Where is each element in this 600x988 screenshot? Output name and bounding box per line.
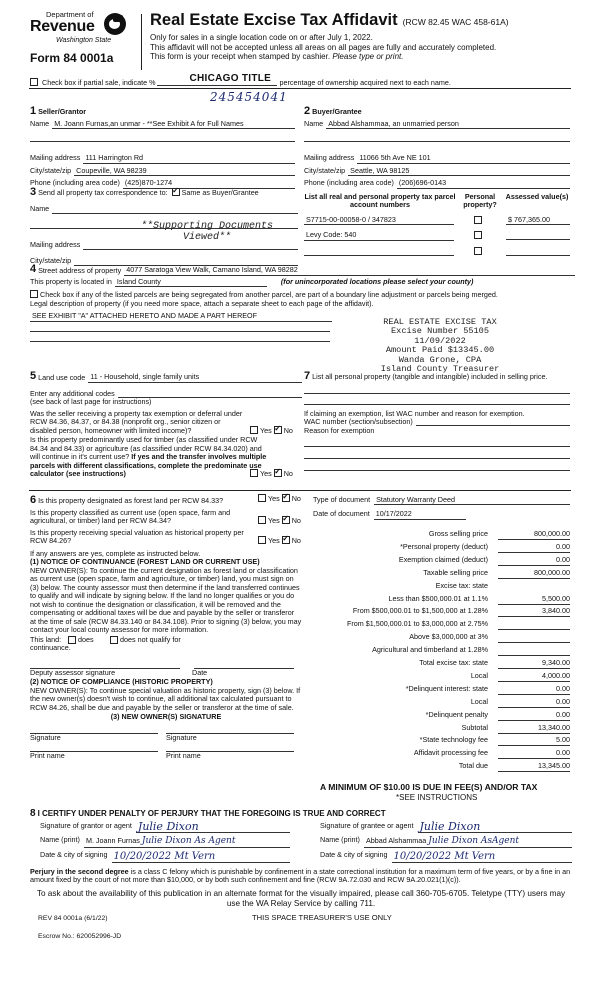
- dor-logo-icon: [104, 13, 126, 35]
- buyer-name-line-2[interactable]: [304, 131, 570, 142]
- grantor-sig-label: Signature of grantor or agent: [40, 821, 132, 830]
- segregated-label: Check box if any of the listed parcels are being segregated from another parcel, are part of a boundary line adjustment or parcels being merged.: [40, 290, 498, 300]
- see-instructions: *SEE INSTRUCTIONS: [396, 793, 478, 802]
- continuance-title: (1) NOTICE OF CONTINUANCE (FOREST LAND OR CURRENT USE): [30, 557, 260, 567]
- reason-label: Reason for exemption: [304, 425, 375, 435]
- tax-row-label: Excise tax: state: [435, 580, 488, 590]
- buyer-city-label: City/state/zip: [304, 165, 346, 175]
- rule-header: [29, 88, 571, 89]
- continuance-body: NEW OWNER(S): To continue the current designation as forest land or classification as current use (open space, farm and agriculture, or timber) land, you must sign on (3) below. The county assessor must then determine if the land transferred continues to qualify and will indicate by signing below. If the land no longer qualifies or you do not wish to continue the designation or classification, it will be removed and the compensating or additional taxes will be due and payable by the seller or transferor at the time of sale (RCW 84.33.140 or 84.34.108). Prior to signing (3) below, you may contact your local county assessor for more information.: [30, 565, 302, 635]
- owner-signature-label-1: Signature: [30, 732, 61, 742]
- tax-row-label: Total due: [458, 761, 488, 771]
- q2-yes-checkbox[interactable]: [250, 469, 258, 477]
- section-1-number: 1: [30, 105, 37, 117]
- revision-number: REV 84 0001a (6/1/22): [38, 915, 108, 922]
- tax-row-label: Agricultural and timberland at 1.28%: [372, 645, 488, 655]
- rcw-reference: (RCW 82.45 WAC 458-61A): [402, 17, 509, 27]
- section-6-number: 6: [30, 494, 37, 506]
- section-3-number: 3: [30, 186, 37, 198]
- tax-row-value[interactable]: 800,000.00: [498, 530, 570, 540]
- tax-row-value[interactable]: 0.00: [498, 685, 570, 695]
- deputy-date-label: Date: [192, 667, 208, 677]
- current-use-yes-label: Yes: [268, 516, 280, 526]
- personal-property-checkbox-1[interactable]: [474, 216, 482, 224]
- section-2-number: 2: [304, 105, 311, 117]
- legal-description-label: Legal description of property (if you need more space, attach a separate sheet to each page of the affidavit).: [30, 298, 374, 308]
- does-checkbox[interactable]: [68, 636, 76, 644]
- seller-city-field[interactable]: Coupeville, WA 98239: [74, 167, 295, 176]
- note-3: This form is your receipt when stamped by cashier. Please type or print.: [150, 52, 404, 62]
- form-title: [150, 11, 580, 30]
- tax-row-value[interactable]: 5,500.00: [498, 595, 570, 605]
- section-3-left: [30, 186, 298, 266]
- tax-row-value[interactable]: [498, 633, 570, 643]
- current-use-yes-checkbox[interactable]: [258, 516, 266, 524]
- doc-type-field[interactable]: Statutory Warranty Deed: [374, 496, 570, 505]
- grantor-date-label: Date & city of signing: [40, 849, 108, 859]
- land-use-label: Land use code: [38, 373, 86, 383]
- header-notes: [150, 33, 590, 62]
- recording-stamp: [360, 318, 520, 375]
- chicago-title-stamp: CHICAGO TITLE: [189, 73, 272, 84]
- tax-row-label: Subtotal: [461, 722, 488, 732]
- grantor-signature-field[interactable]: Julie Dixon: [136, 822, 290, 833]
- supporting-docs-stamp: **Supporting Documents Viewed**: [140, 221, 274, 243]
- parcel-table: [304, 193, 570, 256]
- tax-row-label: *Delinquent interest: state: [405, 683, 488, 693]
- seller-city-label: City/state/zip: [30, 165, 72, 175]
- grantor-signature-block: [40, 822, 290, 863]
- parcel-number-3[interactable]: [304, 247, 454, 256]
- stamp-line-1: REAL ESTATE EXCISE TAX: [383, 317, 497, 327]
- tax-row-value[interactable]: 4,000.00: [498, 672, 570, 682]
- seller-heading: Seller/Grantor: [38, 107, 87, 116]
- q1-yes-checkbox[interactable]: [250, 426, 258, 434]
- parcel-number-1[interactable]: S7715-00-00058-0 / 347823: [304, 216, 454, 225]
- rule-section-6: [29, 490, 571, 491]
- assessed-value-3[interactable]: [506, 247, 570, 256]
- tax-row-label: Total excise tax: state: [419, 658, 488, 667]
- section-8-number: 8: [30, 808, 36, 819]
- tax-row-value[interactable]: 0.00: [498, 749, 570, 759]
- legal-line-2[interactable]: [30, 322, 330, 332]
- buyer-name-label: Name: [304, 118, 324, 128]
- historic-no-checkbox[interactable]: [282, 536, 290, 544]
- note-2: This affidavit will not be accepted unless all areas on all pages are fully and accurately completed.: [150, 42, 497, 52]
- corr-name-label: Name: [30, 203, 50, 213]
- assessed-value-header: Assessed value(s): [505, 192, 569, 201]
- tax-row-value[interactable]: 9,340.00: [498, 659, 570, 669]
- doc-type-label: Type of document: [313, 495, 371, 504]
- seller-mail-field[interactable]: 111 Harrington Rd: [83, 154, 295, 163]
- doc-date-label: Date of document: [313, 509, 370, 519]
- section-7-number: 7: [304, 370, 311, 382]
- personal-property-line-1[interactable]: [304, 383, 570, 394]
- dor-logo-block: [30, 11, 142, 69]
- current-use-no-label: No: [291, 516, 301, 526]
- partial-sale-row: [30, 73, 580, 87]
- tax-row-value[interactable]: 0.00: [498, 698, 570, 708]
- reason-line-1[interactable]: [304, 435, 570, 447]
- historic-yes-label: Yes: [268, 536, 280, 546]
- q2-no-label: No: [283, 469, 293, 479]
- tax-row-label: Exemption claimed (deduct): [398, 554, 488, 564]
- does-not-checkbox[interactable]: [110, 636, 118, 644]
- header-divider: [141, 14, 142, 70]
- note-1: Only for sales in a single location code on or after July 1, 2022.: [150, 33, 373, 42]
- stamp-line-2: Excise Number 55105: [391, 326, 489, 337]
- see-back-label: (see back of last page for instructions): [30, 397, 152, 407]
- tax-row-label: Local: [470, 696, 488, 706]
- stamp-line-6: Island County Treasurer: [380, 364, 500, 375]
- tax-row-value[interactable]: 3,840.00: [498, 607, 570, 617]
- buyer-block: [304, 105, 570, 189]
- historic-no-label: No: [291, 536, 301, 546]
- street-address-label: Street address of property: [38, 266, 122, 276]
- tax-row-value[interactable]: 0.00: [498, 543, 570, 553]
- forest-no-checkbox[interactable]: [282, 494, 290, 502]
- tax-row-value[interactable]: 0.00: [498, 711, 570, 721]
- partial-sale-checkbox[interactable]: [30, 78, 38, 86]
- same-as-buyer-label: Same as Buyer/Grantee: [181, 188, 259, 197]
- grantor-print-label: Name (print): [40, 834, 80, 844]
- this-land-label: This land:: [30, 634, 62, 644]
- personal-property-label: List all personal property (tangible and intangible) included in selling price.: [312, 372, 548, 381]
- section-7: [304, 370, 570, 471]
- wac-label: WAC number (section/subsection): [304, 417, 413, 427]
- corr-city-label: City/state/zip: [30, 255, 72, 265]
- tax-row-label: Taxable selling price: [423, 567, 488, 577]
- tax-row-label: Gross selling price: [428, 529, 488, 538]
- section-5: [30, 370, 302, 479]
- assessed-value-1[interactable]: $ 767,365.00: [506, 216, 570, 225]
- grantor-print-field[interactable]: M. Joann Furnas Julie Dixon As Agent: [84, 836, 290, 848]
- owner-signature-label-2: Signature: [166, 732, 197, 742]
- forest-no-label: No: [291, 494, 301, 503]
- current-use-question: Is this property classified as current use (open space, farm and agricultural, or timber) land per RCW 84.34?: [30, 507, 231, 526]
- treasurer-use-label: THIS SPACE TREASURER'S USE ONLY: [252, 913, 392, 922]
- stamp-line-5: Wanda Grone, CPA: [398, 354, 482, 365]
- wac-field[interactable]: [416, 418, 570, 426]
- certify-statement: 8 I CERTIFY UNDER PENALTY OF PERJURY THAT THE FOREGOING IS TRUE AND CORRECT: [30, 808, 386, 819]
- tax-row-label: From $1,500,000.01 to $3,000,000 at 2.75%: [346, 619, 488, 629]
- dept-state: Washington State: [56, 37, 112, 44]
- corr-mail-label: Mailing address: [30, 239, 81, 249]
- partial-sale-label-2: percentage of ownership acquired next to each name.: [279, 78, 451, 87]
- q1-no-label: No: [283, 425, 293, 435]
- exemption-label: If claiming an exemption, list WAC number and reason for exemption.: [304, 408, 525, 418]
- grantor-date-field[interactable]: 10/20/2022 Mt Vern: [112, 851, 290, 864]
- personal-property-checkbox-2[interactable]: [474, 231, 482, 239]
- tax-row-value[interactable]: 13,345.00: [498, 762, 570, 772]
- historic-yes-checkbox[interactable]: [258, 536, 266, 544]
- tax-row-value[interactable]: 0.00: [498, 556, 570, 566]
- tax-row-label: From $500,000.01 to $1,500,000 at 1.28%: [352, 606, 488, 616]
- partial-sale-field[interactable]: [157, 73, 277, 86]
- tax-row-label: Less than $500,000.01 at 1.1%: [388, 593, 488, 603]
- tax-row-value[interactable]: [498, 620, 570, 630]
- stamp-line-3: 11/09/2022: [414, 335, 466, 346]
- forest-question: 6 Is this property designated as forest land per RCW 84.33?: [30, 494, 224, 506]
- located-in-field[interactable]: Island County: [115, 278, 267, 287]
- forest-yes-checkbox[interactable]: [258, 494, 266, 502]
- section-5-number: 5: [30, 370, 37, 382]
- seller-name-label: Name: [30, 118, 50, 128]
- buyer-city-field[interactable]: Seattle, WA 98125: [348, 167, 570, 176]
- grantee-signature-block: [320, 822, 572, 863]
- street-address-field[interactable]: 4077 Saratoga View Walk, Camano Island, WA 98282: [124, 266, 575, 275]
- seller-phone-label: Phone (including area code): [30, 178, 120, 188]
- land-use-field[interactable]: 11 - Household, single family units: [88, 373, 302, 382]
- segregated-checkbox[interactable]: [30, 290, 38, 298]
- continuance-label: continuance.: [30, 643, 71, 653]
- grantee-date-field[interactable]: 10/20/2022 Mt Vern: [392, 851, 572, 864]
- seller-block: [30, 105, 295, 189]
- grantee-signature-field[interactable]: Julie Dixon: [418, 822, 572, 833]
- tax-row-value[interactable]: 800,000.00: [498, 569, 570, 579]
- document-info: [313, 496, 570, 520]
- seller-name-field[interactable]: M. Joann Furnas,an unmar - **See Exhibit A for Full Names: [52, 120, 295, 129]
- tax-row-value[interactable]: 5.00: [498, 736, 570, 746]
- perjury-notice: Perjury in the second degree is a class C felony which is punishable by confinement in a state correctional institution for a maximum term of five years, or by a fine in an amount fixed by the court of not more than $10,000, or by both such confinement and fine (RCW 9A.72.030 and RCW 9A.20.021(1)(c)).: [30, 867, 571, 885]
- buyer-mail-label: Mailing address: [304, 153, 355, 163]
- personal-property-line-2[interactable]: [304, 394, 570, 405]
- dept-of: Department of: [46, 10, 94, 19]
- deputy-signature-label: Deputy assessor signature: [30, 667, 116, 677]
- q2-no-checkbox[interactable]: [274, 469, 282, 477]
- buyer-heading: Buyer/Grantee: [312, 107, 362, 116]
- partial-sale-label: Check box if partial sale, indicate %: [42, 78, 156, 87]
- tax-table: [300, 530, 570, 775]
- buyer-phone-label: Phone (including area code): [304, 178, 394, 188]
- current-use-no-checkbox[interactable]: [282, 516, 290, 524]
- tax-row-label: *Personal property (deduct): [400, 541, 488, 551]
- corr-name-field[interactable]: [52, 205, 298, 214]
- additional-codes-label: Enter any additional codes: [30, 388, 115, 398]
- owner-print-label-1: Print name: [30, 751, 65, 761]
- does-not-label: does not qualify for: [120, 634, 181, 644]
- section-6: [30, 494, 302, 761]
- levy-code[interactable]: Levy Code: 540: [304, 231, 454, 240]
- buyer-name-field[interactable]: Abbad Alshammaa, an unmarried person: [326, 120, 570, 129]
- minimum-fee-note: A MINIMUM OF $10.00 IS DUE IN FEE(S) AND/OR TAX: [320, 782, 538, 792]
- personal-property-checkbox-3[interactable]: [474, 247, 482, 255]
- grantee-date-label: Date & city of signing: [320, 849, 388, 859]
- q2-yes-label: Yes: [260, 469, 272, 479]
- tax-row-value[interactable]: 13,340.00: [498, 724, 570, 734]
- seller-phone-field[interactable]: (425)870-1274: [123, 179, 295, 188]
- legal-line-3[interactable]: [30, 332, 330, 342]
- historic-question: Is this property receiving special valuation as historical property per RCW 84.26?: [30, 527, 244, 546]
- does-label: does: [78, 634, 94, 644]
- tax-row-label: Affidavit processing fee: [413, 748, 488, 758]
- located-in-label: This property is located in: [30, 276, 112, 286]
- legal-description-field[interactable]: SEE EXHIBIT "A" ATTACHED HERETO AND MADE A PART HEREOF: [30, 312, 332, 321]
- buyer-mail-field[interactable]: 11066 5th Ave NE 101: [357, 154, 570, 163]
- section-4-number: 4: [30, 263, 37, 275]
- compliance-title: (2) NOTICE OF COMPLIANCE (HISTORIC PROPERTY): [30, 677, 213, 687]
- tax-row-label: *State technology fee: [419, 735, 488, 745]
- tax-row-label: Local: [470, 670, 488, 680]
- seller-name-line-2[interactable]: [30, 131, 295, 142]
- tax-row-value[interactable]: [498, 646, 570, 656]
- handwritten-number: 245454041: [210, 90, 288, 104]
- q1-no-checkbox[interactable]: [274, 426, 282, 434]
- tax-row-label: Above $3,000,000 at 3%: [409, 632, 488, 642]
- q1-yes-label: Yes: [260, 425, 272, 435]
- if-yes-note: If any answers are yes, complete as instructed below.: [30, 548, 201, 558]
- reason-line-3[interactable]: [304, 459, 570, 471]
- compliance-body: NEW OWNER(S): To continue special valuation as historic property, sign (3) below. If the new owner(s) doesn't wish to continue, all additional tax calculated pursuant to RCW 84.26, shall be due and payable by the seller or transferor at the time of sale.: [30, 685, 301, 712]
- buyer-phone-field[interactable]: (206)696-0143: [397, 179, 570, 188]
- owner-print-label-2: Print name: [166, 751, 201, 761]
- grantee-sig-label: Signature of grantee or agent: [320, 821, 414, 830]
- accessibility-notice: To ask about the availability of this publication in an alternate format for the visually impaired, please call 360-705-6705. Teletype (TTY) users may use the WA Relay Service by calling 711.: [36, 889, 566, 908]
- grantee-print-field[interactable]: Abbad Alshammaa Julie Dixon AsAgent: [364, 836, 572, 848]
- same-as-buyer-checkbox[interactable]: [172, 188, 180, 196]
- page-title: Real Estate Excise Tax Affidavit: [150, 11, 398, 29]
- grantee-print-label: Name (print): [320, 834, 360, 844]
- escrow-number: Escrow No.: 620052996-JD: [38, 933, 122, 940]
- stamp-line-4: Amount Paid $13345.00: [385, 345, 495, 356]
- doc-date-field[interactable]: 10/17/2022: [374, 510, 466, 519]
- send-correspondence-label: Send all property tax correspondence to:: [38, 188, 168, 197]
- dept-revenue: Revenue: [30, 18, 95, 35]
- form-number: Form 84 0001a: [30, 51, 114, 65]
- deputy-date-line[interactable]: [194, 667, 294, 669]
- unincorporated-note: (for unincorporated locations please select your county): [280, 276, 474, 286]
- tax-row-label: *Delinquent penalty: [425, 709, 488, 719]
- forest-yes-label: Yes: [268, 494, 280, 503]
- parcel-header: List all real and personal property tax parcel account numbers: [304, 192, 456, 210]
- timber-question: Is this property predominantly used for timber (as classified under RCW 84.34 and 84.33) or agriculture (as classified under RCW 84.34.020) and will continue in it's current use? If yes and the transfer involves multiple parcels with different classifications, complete the predominate use calculator (see instructions): [30, 435, 267, 479]
- reason-line-2[interactable]: [304, 447, 570, 459]
- assessed-value-2[interactable]: [506, 231, 570, 240]
- seller-mail-label: Mailing address: [30, 153, 81, 163]
- exemption-question: Was the seller receiving a property tax exemption or deferral under RCW 84.36, 84.37, or 84.38 (nonprofit org., senior citizen or disabled person, homeowner with limited income)?: [30, 408, 243, 435]
- new-owner-signature-title: (3) NEW OWNER(S) SIGNATURE: [110, 712, 222, 722]
- personal-property-header: Personal property?: [463, 192, 497, 210]
